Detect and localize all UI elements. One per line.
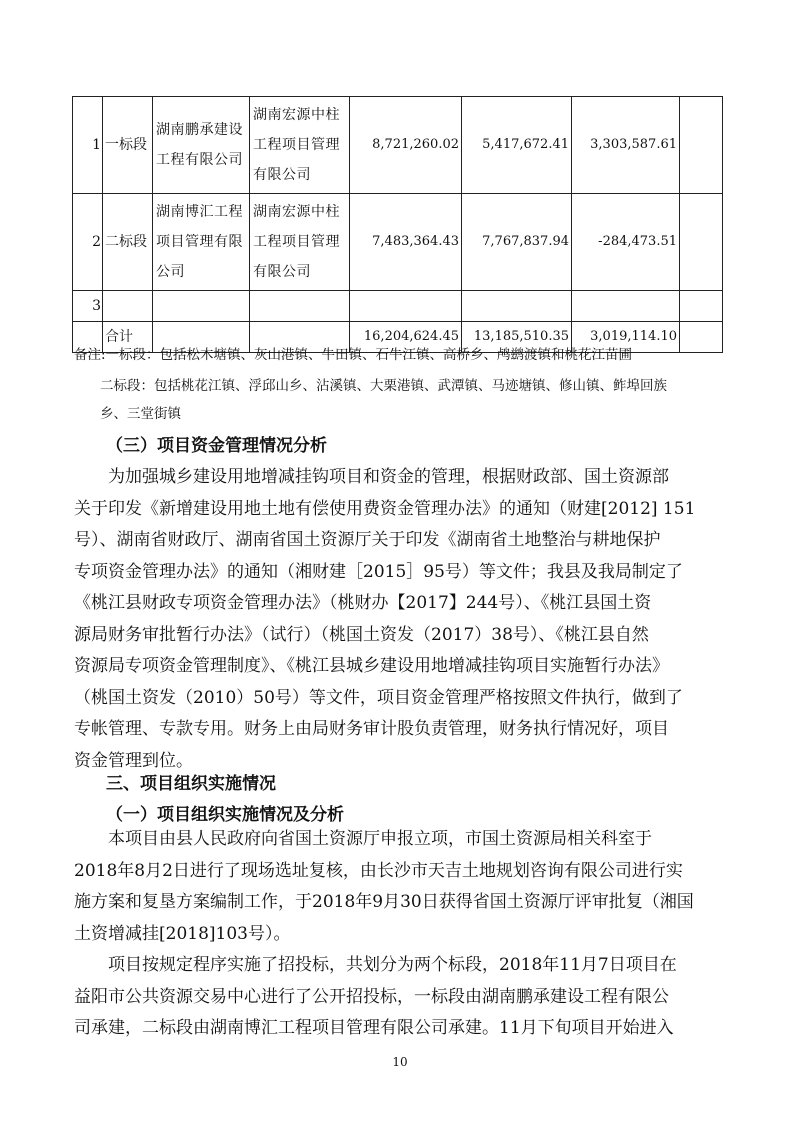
contractor-name: 湖南博汇工程项目管理有限公司 xyxy=(153,194,250,291)
paragraph-line: 专项资金管理办法》的通知（湘财建［2015］95号）等文件；我县及我局制定了 xyxy=(74,561,683,582)
empty-cell xyxy=(680,322,723,353)
section-name: 一标段 xyxy=(103,97,153,194)
row-number: 1 xyxy=(73,97,103,194)
table-note: 备注:一标段：包括松木塘镇、灰山港镇、牛田镇、石牛江镇、高桥乡、鸬鹚渡镇和桃花江苗圃 xyxy=(74,347,633,363)
supervisor-name: 湖南宏源中柱工程项目管理有限公司 xyxy=(250,97,350,194)
paragraph-line: 关于印发《新增建设用地土地有偿使用费资金管理办法》的通知（财建[2012] 151 xyxy=(74,498,696,519)
empty-cell xyxy=(680,291,723,322)
table-note: 乡、三堂街镇 xyxy=(100,406,181,422)
page-number: 10 xyxy=(392,1055,408,1069)
section-name: 二标段 xyxy=(103,194,153,291)
paragraph-line: 2018年8月2日进行了现场选址复核，由长沙市天吉土地规划咨询有限公司进行实 xyxy=(74,860,683,881)
paragraph-line: 本项目由县人民政府向省国土资源厅申报立项，市国土资源局相关科室于 xyxy=(108,829,652,849)
amount-cell: 7,767,837.94 xyxy=(462,194,572,291)
paragraph xyxy=(74,824,728,950)
paragraph-line: 项目按规定程序实施了招投标，共划分为两个标段，2018年11月7日项目在 xyxy=(108,955,677,975)
paragraph-line: 《桃江县财政专项资金管理办法》（桃财办【2017】244号）、《桃江县国土资 xyxy=(74,593,652,613)
paragraph-line: 土资增减挂[2018]103号）。 xyxy=(74,923,291,944)
amount-cell: 7,483,364.43 xyxy=(350,194,462,291)
supervisor-name xyxy=(250,291,350,322)
paragraph-line: 资金管理到位。 xyxy=(74,750,193,771)
amount-cell: 5,417,672.41 xyxy=(462,97,572,194)
amount-cell xyxy=(462,291,572,322)
paragraph-line: （桃国土资发（2010）50号）等文件，项目资金管理严格按照文件执行，做到了 xyxy=(74,687,683,708)
table-note: 二标段：包括桃花江镇、浮邱山乡、沾溪镇、大栗港镇、武潭镇、马迹塘镇、修山镇、鲊埠回族 xyxy=(100,378,667,394)
amount-cell xyxy=(350,291,462,322)
amount-cell: -284,473.51 xyxy=(572,194,680,291)
paragraph-line: 资源局专项资金管理制度》、《桃江县城乡建设用地增减挂钩项目实施暂行办法》 xyxy=(74,656,669,676)
paragraph-line: 为加强城乡建设用地增减挂钩项目和资金的管理，根据财政部、国土资源部 xyxy=(108,467,669,487)
paragraph xyxy=(74,462,728,777)
empty-cell xyxy=(680,194,723,291)
total-amount: 13,185,510.35 xyxy=(462,322,572,353)
paragraph-line: 益阳市公共资源交易中心进行了公开招投标，一标段由湖南鹏承建设工程有限公 xyxy=(74,986,669,1007)
fund-table xyxy=(72,96,723,353)
contractor-name xyxy=(153,291,250,322)
chapter-heading: 三、项目组织实施情况 xyxy=(106,774,276,794)
amount-cell xyxy=(572,291,680,322)
subsection-heading: （一）项目组织实施情况及分析 xyxy=(106,805,344,825)
paragraph-line: 源局财务审批暂行办法》（试行）（桃国土资发（2017）38号）、《桃江县自然 xyxy=(74,624,649,645)
table-row xyxy=(73,97,723,194)
row-number: 3 xyxy=(73,291,103,322)
total-amount: 3,019,114.10 xyxy=(572,322,680,353)
total-amount: 16,204,624.45 xyxy=(350,322,462,353)
empty-cell xyxy=(680,97,723,194)
paragraph-line: 专帐管理、专款专用。财务上由局财务审计股负责管理，财务执行情况好，项目 xyxy=(74,719,669,739)
section-name xyxy=(103,291,153,322)
paragraph-line: 号）、湖南省财政厅、湖南省国土资源厅关于印发《湖南省土地整治与耕地保护 xyxy=(74,530,661,550)
row-number: 2 xyxy=(73,194,103,291)
table-row xyxy=(73,291,723,322)
contractor-name: 湖南鹏承建设工程有限公司 xyxy=(153,97,250,194)
section-heading: （三）项目资金管理情况分析 xyxy=(106,436,327,456)
amount-cell: 8,721,260.02 xyxy=(350,97,462,194)
table-row xyxy=(73,194,723,291)
paragraph-line: 施方案和复垦方案编制工作，于2018年9月30日获得省国土资源厅评审批复（湘国 xyxy=(74,892,694,912)
paragraph-line: 司承建，二标段由湖南博汇工程项目管理有限公司承建。11月下旬项目开始进入 xyxy=(74,1018,674,1038)
amount-cell: 3,303,587.61 xyxy=(572,97,680,194)
paragraph xyxy=(74,950,728,1045)
total-label: 合计 xyxy=(103,322,153,353)
supervisor-name: 湖南宏源中柱工程项目管理有限公司 xyxy=(250,194,350,291)
